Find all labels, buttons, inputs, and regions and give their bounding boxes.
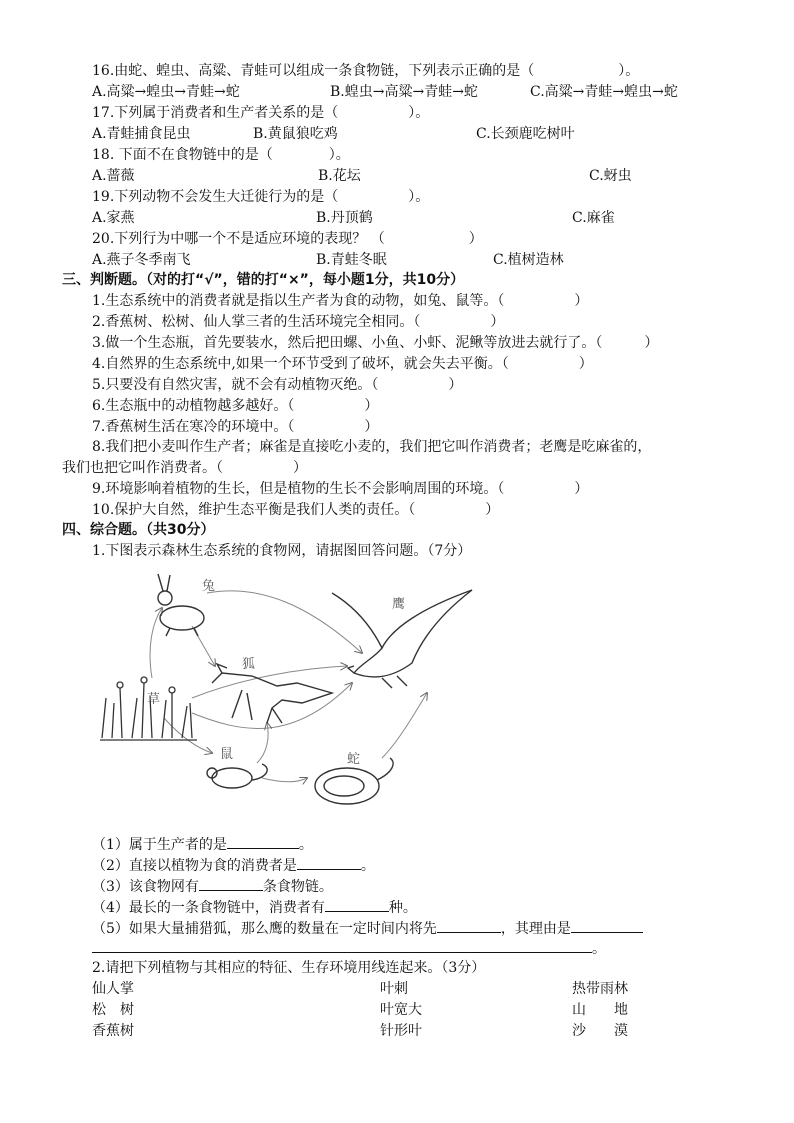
- sub-question-5-cont: 。: [92, 938, 606, 958]
- judge-item-7: 7.香蕉树生活在寒冷的环境中。（ ）: [92, 419, 379, 435]
- answer-blank-1[interactable]: [227, 834, 299, 849]
- question-17: 17.下列属于消费者和生产者关系的是（ ）。: [92, 105, 430, 121]
- label-eagle: 鹰: [392, 597, 406, 612]
- question-20: 20.下列行为中哪一个不是适应环境的表现？ （ ）: [92, 231, 483, 247]
- answer-blank-5c[interactable]: [92, 938, 592, 953]
- option-16a: A.高粱→蝗虫→青蛙→蛇: [92, 84, 240, 100]
- option-17c: C.长颈鹿吃树叶: [476, 126, 575, 142]
- judge-item-10: 10.保护大自然，维护生态平衡是我们人类的责任。（ ）: [92, 502, 500, 518]
- judge-item-5: 5.只要没有自然灾害，就不会有动植物灭绝。（ ）: [92, 377, 463, 393]
- feature-2: 叶宽大: [380, 1002, 422, 1018]
- plant-2: 松 树: [92, 1002, 134, 1018]
- section-3-title: 三、判断题。（对的打“√”，错的打“×”，每小题1分，共10分）: [62, 272, 465, 288]
- option-20b: B.青蛙冬眠: [316, 252, 387, 268]
- option-17b: B.黄鼠狼吃鸡: [253, 126, 338, 142]
- option-17a: A.青蛙捕食昆虫: [92, 126, 191, 142]
- judge-item-2: 2.香蕉树、松树、仙人掌三者的生活环境完全相同。（ ）: [92, 314, 505, 330]
- judge-item-8-cont: 我们也把它叫作消费者。（ ）: [62, 460, 307, 476]
- judge-item-1: 1.生态系统中的消费者就是指以生产者为食的动物，如兔、鼠等。（ ）: [92, 293, 589, 309]
- question-4-2: 2.请把下列植物与其相应的特征、生存环境用线连起来。（3分）: [92, 960, 486, 976]
- judge-item-9: 9.环境影响着植物的生长，但是植物的生长不会影响周围的环境。（ ）: [92, 481, 589, 497]
- section-4-title: 四、综合题。（共30分）: [62, 522, 215, 538]
- feature-1: 叶刺: [380, 981, 408, 997]
- option-16b: B.蝗虫→高粱→青蛙→蛇: [330, 84, 478, 100]
- label-mouse: 鼠: [220, 747, 234, 762]
- option-16c: C.高粱→青蛙→蝗虫→蛇: [530, 84, 678, 100]
- option-20c: C.植树造林: [493, 252, 564, 268]
- question-16: 16.由蛇、蝗虫、高粱、青蛙可以组成一条食物链，下列表示正确的是（ ）。: [92, 63, 640, 79]
- sub-question-4: （4）最长的一条食物链中，消费者有 种。: [92, 897, 417, 917]
- judge-item-6: 6.生态瓶中的动植物越多越好。（ ）: [92, 398, 379, 414]
- question-18: 18. 下面不在食物链中的是（ ）。: [92, 147, 350, 163]
- arrow-snake-eagle: [382, 693, 427, 758]
- arrow-fox-eagle: [192, 666, 347, 698]
- option-19b: B.丹顶鹤: [316, 210, 373, 226]
- arrow-mouse-fox: [257, 723, 268, 763]
- sub-question-2: （2）直接以植物为食的消费者是 。: [92, 855, 375, 875]
- sub-question-5: （5）如果大量捕猎狐，那么鹰的数量在一定时间内将先 ，其理由是: [92, 918, 643, 938]
- habitat-3: 沙 漠: [572, 1023, 628, 1039]
- food-web-figure: [92, 568, 492, 818]
- grass-icon: [100, 677, 197, 740]
- answer-blank-3[interactable]: [199, 876, 263, 891]
- option-19a: A.家燕: [92, 210, 135, 226]
- arrow-mouse-snake: [262, 778, 307, 782]
- label-fox: 狐: [242, 657, 256, 672]
- mouse-icon: [207, 764, 267, 788]
- option-19c: C.麻雀: [572, 210, 615, 226]
- habitat-2: 山 地: [572, 1002, 628, 1018]
- label-snake: 蛇: [347, 752, 361, 767]
- arrow-rabbit-eagle: [207, 591, 362, 653]
- answer-blank-5b[interactable]: [571, 918, 643, 933]
- question-19: 19.下列动物不会发生大迁徙行为的是（ ）。: [92, 189, 430, 205]
- judge-item-3: 3.做一个生态瓶，首先要装水，然后把田螺、小鱼、小虾、泥鳅等放进去就行了。（ ）: [92, 335, 659, 351]
- answer-blank-5a[interactable]: [437, 918, 501, 933]
- option-18b: B.花坛: [318, 168, 361, 184]
- judge-item-4: 4.自然界的生态系统中,如果一个环节受到了破坏，就会失去平衡。（ ）: [92, 356, 593, 372]
- judge-item-8: 8.我们把小麦叫作生产者；麻雀是直接吃小麦的，我们把它叫作消费者；老鹰是吃麻雀的，: [92, 439, 652, 455]
- answer-blank-2[interactable]: [297, 855, 361, 870]
- plant-1: 仙人掌: [92, 981, 134, 997]
- option-18c: C.蚜虫: [589, 168, 632, 184]
- sub-question-3: （3）该食物网有 条食物链。: [92, 876, 333, 896]
- label-grass: 草: [147, 692, 161, 707]
- answer-blank-4[interactable]: [325, 897, 389, 912]
- option-20a: A.燕子冬季南飞: [92, 252, 191, 268]
- question-4-1: 1.下图表示森林生态系统的食物网，请据图回答问题。（7分）: [92, 543, 472, 559]
- label-rabbit: 兔: [202, 579, 216, 594]
- rabbit-icon: [158, 574, 204, 636]
- arrow-grass-mouse: [164, 718, 212, 753]
- sub-question-1: （1）属于生产者的是 。: [92, 834, 313, 854]
- feature-3: 针形叶: [380, 1023, 422, 1039]
- option-18a: A.蔷薇: [92, 168, 135, 184]
- habitat-1: 热带雨林: [572, 981, 628, 997]
- plant-3: 香蕉树: [92, 1023, 134, 1039]
- fox-icon: [212, 664, 332, 723]
